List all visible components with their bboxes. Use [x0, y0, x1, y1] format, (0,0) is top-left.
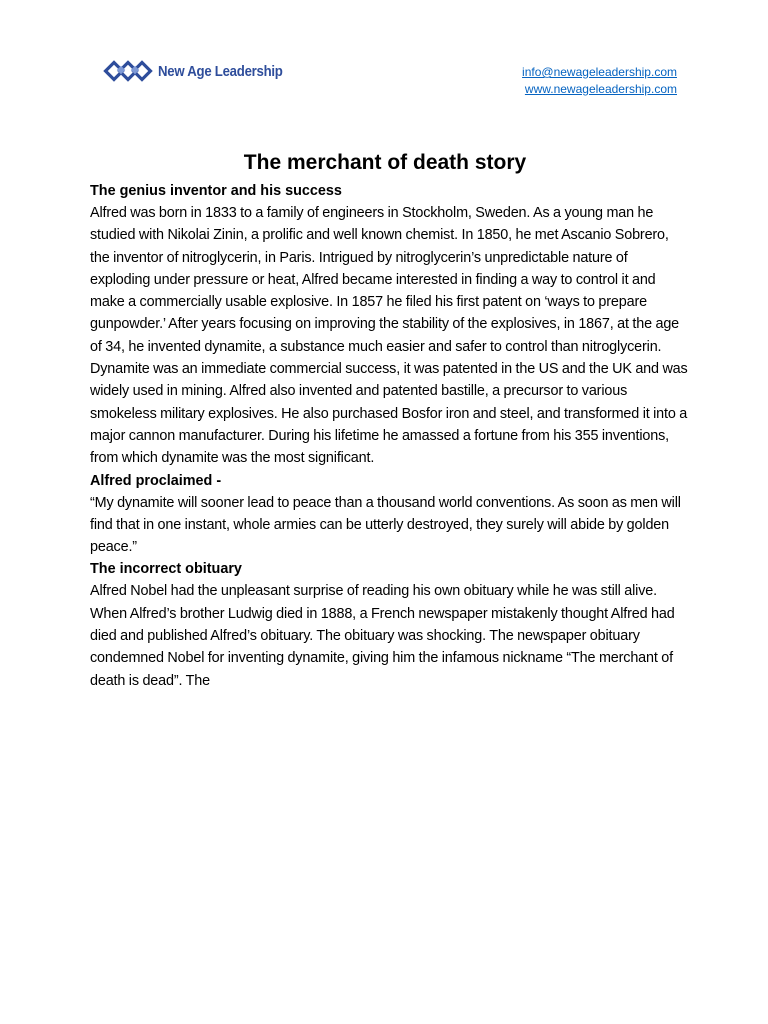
- logo-text: New Age Leadership: [158, 62, 283, 80]
- section-paragraph-incorrect-obituary: Alfred Nobel had the unpleasant surprise of reading his own obituary while he was still alive. When Alfred’s brother Ludwig died in 1888, a French newspaper mistakenly thought Alfred had died and published Alfred’s obituary. The obituary was shocking. The newspaper obituary condemned Nobel for inventing dynamite, giving him the infamous nickname “The merchant of death is dead”. The: [90, 583, 675, 689]
- contact-info: [522, 64, 677, 98]
- page-title: The merchant of death story: [243, 151, 527, 174]
- section-heading-incorrect-obituary: The incorrect obituary: [90, 561, 242, 578]
- section-heading-alfred-proclaimed: Alfred proclaimed -: [90, 472, 222, 489]
- section-heading-genius-inventor: The genius inventor and his success: [90, 183, 342, 199]
- section-paragraph-genius-inventor: Alfred was born in 1833 to a family of engineers in Stockholm, Sweden. As a young man he studied with Nikolai Zinin, a prolific and well known chemist. In 1850, he met Ascanio Sobrero, the inventor of nitroglycerin, in Paris. Intrigued by nitroglycerin’s unpredictable nature of exploding under pressure or heat, Alfred became interested in finding a way to control it and make a commercially usable explosive. In 1857 he filed his first patent on ‘ways to prepare gunpowder.’ After years focusing on improving the stability of the explosives, in 1867, at the age of 34, he invented dynamite, a substance much easier and safer to control than nitroglycerin. Dynamite was an immediate commercial success, it was patented in the US and the UK and was widely used in mining. Alfred also invented and patented bastille, a precursor to various smokeless military explosives. He also purchased Bosfor iron and steel, and transformed it into a major cannon manufacturer. During his lifetime he amassed a fortune from his 355 inventions, from which dynamite was the most significant.: [90, 205, 688, 467]
- company-logo: [102, 55, 300, 87]
- diamond-logo-icon: [102, 56, 154, 86]
- website-link[interactable]: www.newageleadership.com: [524, 82, 677, 96]
- quote-paragraph: “My dynamite will sooner lead to peace than a thousand world conventions. As soon as men will find that in one instant, whole armies can be utterly destroyed, they surely will abide by golden peace.”: [90, 494, 681, 556]
- page-header: [0, 0, 768, 110]
- document-body: [90, 146, 690, 692]
- email-link[interactable]: info@newageleadership.com: [522, 65, 677, 79]
